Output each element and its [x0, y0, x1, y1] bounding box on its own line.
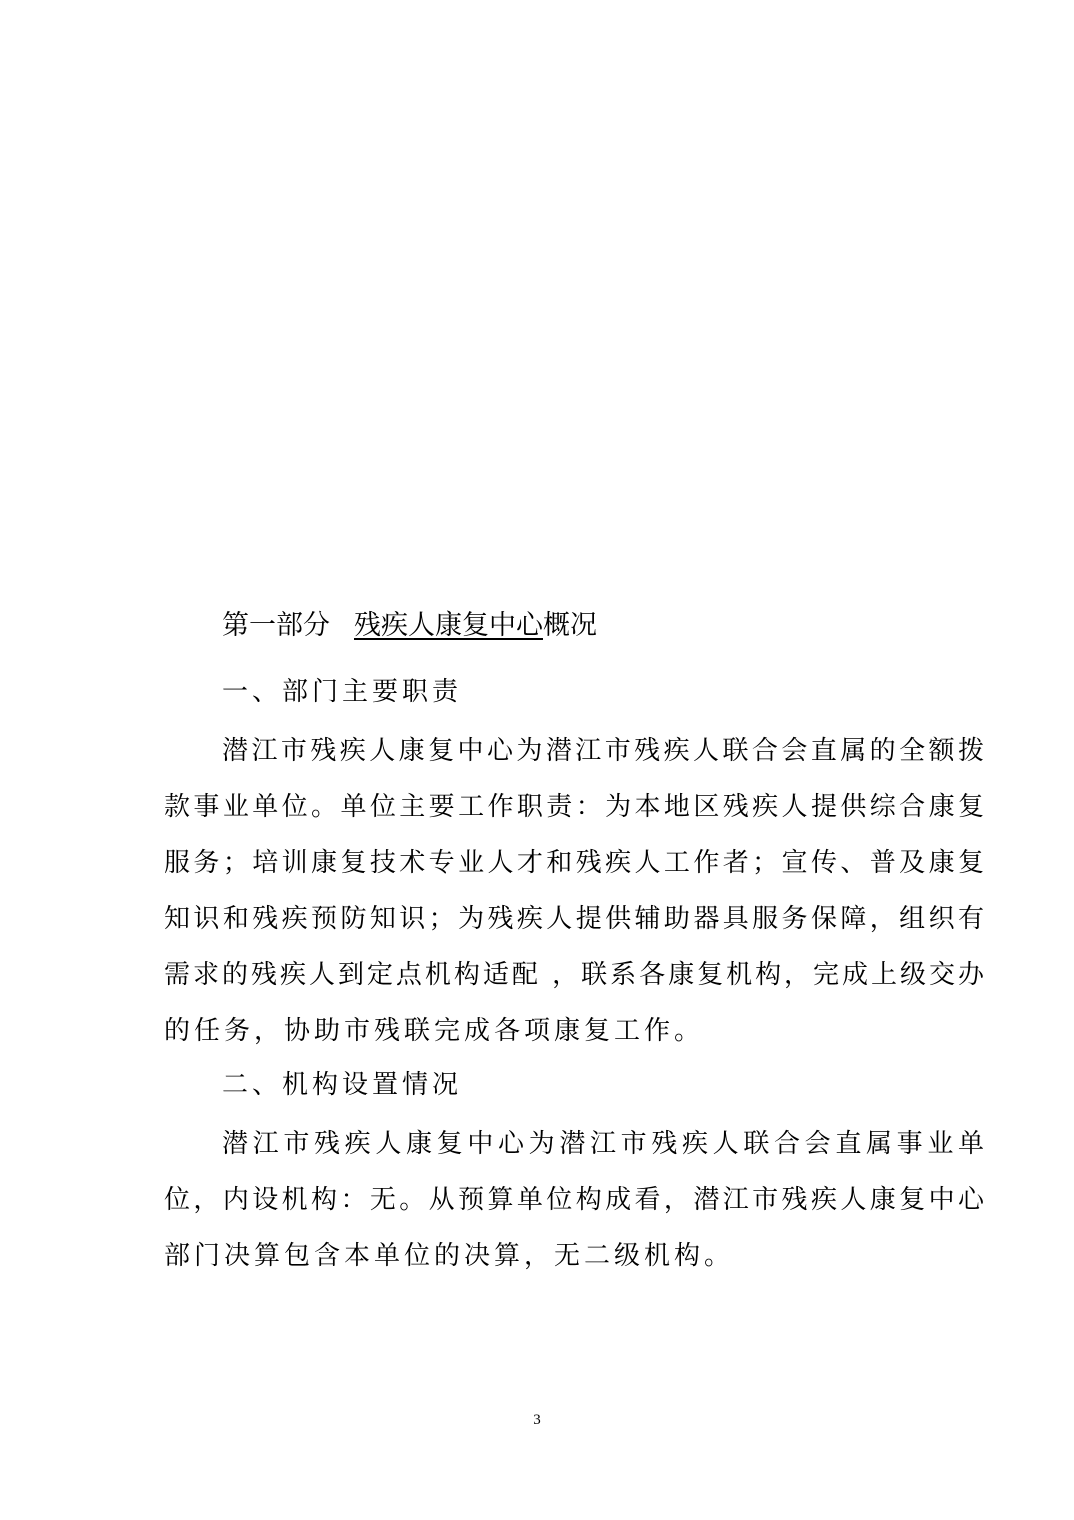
paragraph-line: 潜江市残疾人康复中心为潜江市残疾人联合会直属事业单 — [222, 1129, 984, 1159]
paragraph-line: 需求的残疾人到定点机构适配 ，联系各康复机构，完成上级交办 — [164, 960, 984, 990]
paragraph-line: 潜江市残疾人康复中心为潜江市残疾人联合会直属的全额拨 — [222, 736, 984, 766]
paragraph-organization — [164, 1116, 984, 1284]
heading-title-rest: 概况 — [543, 610, 597, 641]
paragraph-line: 知识和残疾预防知识；为残疾人提供辅助器具服务保障，组织有 — [164, 904, 984, 934]
heading-title-underlined: 残疾人康复中心 — [354, 610, 543, 641]
paragraph-line: 部门决算包含本单位的决算，无二级机构。 — [164, 1241, 735, 1271]
paragraph-line: 服务；培训康复技术专业人才和残疾人工作者；宣传、普及康复 — [164, 848, 984, 878]
paragraph-line: 位，内设机构：无。从预算单位构成看，潜江市残疾人康复中心 — [164, 1185, 984, 1215]
part-heading — [222, 606, 597, 646]
page-number: 3 — [533, 1412, 541, 1428]
paragraph-line: 款事业单位。单位主要工作职责：为本地区残疾人提供综合康复 — [164, 792, 984, 822]
part-label: 第一部分 — [222, 610, 330, 641]
paragraph-duties — [164, 723, 984, 1059]
section-title-duties: 一、部门主要职责 — [222, 677, 463, 707]
section-title-organization: 二、机构设置情况 — [222, 1070, 463, 1100]
paragraph-line: 的任务，协助市残联完成各项康复工作。 — [164, 1016, 705, 1046]
